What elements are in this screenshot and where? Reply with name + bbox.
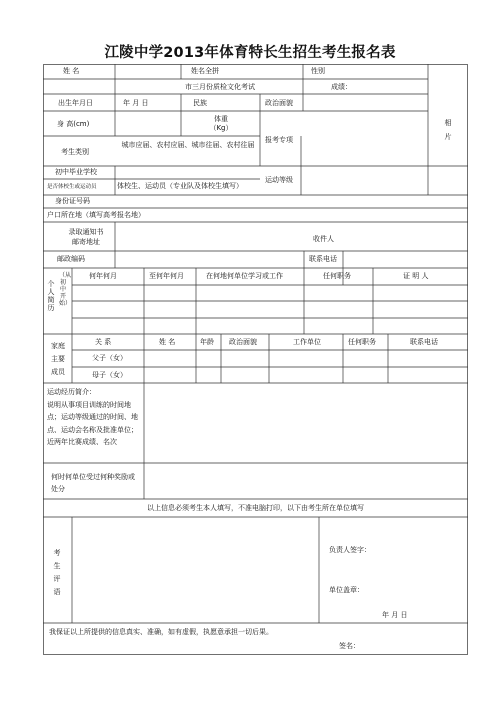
political-label: 政治面貌	[265, 99, 293, 107]
registration-form	[43, 64, 468, 655]
family-col-position: 任何职务	[348, 338, 376, 346]
family-col-workplace: 工作单位	[293, 338, 321, 346]
family-col-name: 姓 名	[159, 338, 176, 346]
ethnic-label: 民族	[193, 99, 207, 107]
name-label: 姓 名	[63, 67, 80, 75]
eval-side-label: 考 生 评 语	[53, 549, 61, 596]
pledge-text: 我保证以上所提供的信息真实、准确，如有虚假，执愿意承担一切后果。	[49, 628, 273, 636]
family-side-label: 家庭 主要 成员	[51, 342, 65, 376]
resume-col-from: 何年何月	[89, 272, 117, 280]
seal-label: 单位盖章：	[329, 586, 364, 594]
category-options: 城市应届、农村应届、城市往届、农村往届	[121, 141, 255, 149]
resume-col-position: 任何职务	[323, 272, 351, 280]
recipient-label: 收件人	[313, 235, 334, 243]
hukou-label: 户口所在地（填写高考报名地）	[47, 211, 145, 219]
resume-col-place: 在何地何单位学习或工作	[206, 272, 283, 280]
name-pinyin-label: 姓名全拼	[191, 67, 219, 75]
resume-col-witness: 证 明 人	[403, 272, 429, 280]
resume-side-sub: （从初中开始）	[59, 272, 72, 307]
birth-label: 出生年月日	[58, 99, 93, 107]
height-label: 身 高(cm)	[57, 120, 90, 128]
level-label: 运动等级	[265, 176, 293, 184]
weight-label: 体重 （Kg）	[209, 115, 233, 132]
sports-history-label: 运动经历简介： 说明从事项目训练的时间地点；运动等级通过的时间、地点、运动会名称及批准单位；近两年比赛成绩、名次	[47, 388, 138, 446]
athlete-options: 体校生、运动员（专业队及体校生填写）	[117, 182, 243, 190]
eval-date: 年 月 日	[382, 611, 408, 619]
family-col-age: 年龄	[200, 338, 214, 346]
award-label: 何时何单位受过何种奖励或处分	[51, 473, 135, 493]
leader-sign-label: 负责人签字：	[329, 546, 371, 554]
notice-text: 以上信息必须考生本人填写，不准电脑打印，以下由考生所在单位填写	[147, 504, 364, 512]
resume-col-to: 至何年何月	[149, 272, 184, 280]
family-father-label: 父子（女）	[92, 354, 127, 362]
category-label: 考生类别	[61, 148, 89, 156]
id-label: 身份证号码	[55, 197, 90, 205]
phone-label: 联系电话	[309, 255, 337, 263]
exam-label: 市三月份质检文化考试	[185, 83, 255, 91]
family-col-phone: 联系电话	[410, 338, 438, 346]
athlete-label: 是否体校生或运动员	[47, 184, 97, 190]
resume-side-label: 个人简历	[47, 280, 55, 312]
family-mother-label: 母子（女）	[92, 371, 127, 379]
junior-school-label: 初中毕业学校	[55, 168, 97, 176]
score-label: 成绩：	[331, 83, 352, 91]
page-title: 江陵中学2013年体育特长生招生考生报名表	[104, 45, 396, 61]
gender-label: 性别	[311, 67, 325, 75]
family-col-relation: 关 系	[95, 338, 112, 346]
family-col-political: 政治面貌	[229, 338, 257, 346]
photo-box: 相 片	[444, 119, 452, 141]
mail-address-label: 录取通知书 邮寄地址	[68, 228, 104, 246]
apply-label: 报考专项	[265, 136, 293, 144]
sign-label: 签名：	[339, 642, 360, 650]
zip-label: 邮政编码	[57, 255, 85, 263]
birth-date-format: 年 月 日	[123, 99, 149, 107]
